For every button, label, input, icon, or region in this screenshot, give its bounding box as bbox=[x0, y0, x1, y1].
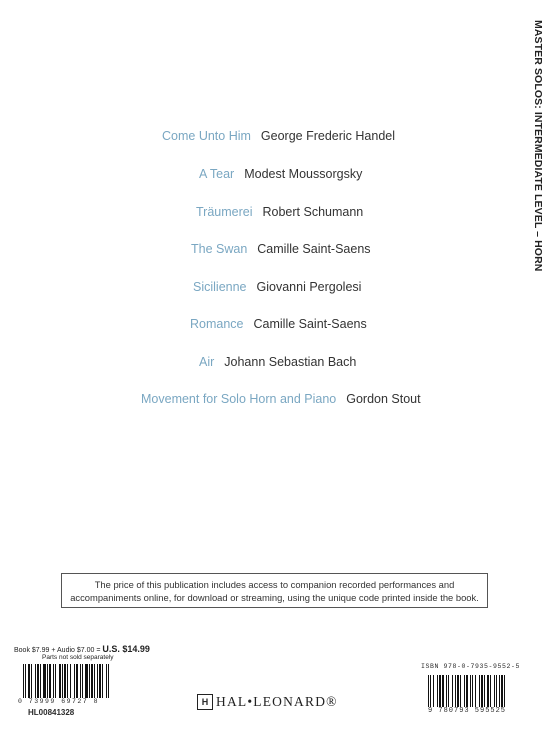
piece-title: Come Unto Him bbox=[162, 129, 251, 143]
piece-title: Romance bbox=[190, 317, 244, 331]
publisher-logo bbox=[197, 694, 338, 710]
price-breakdown: Book $7.99 + Audio $7.00 = bbox=[14, 647, 103, 654]
contents-item bbox=[193, 277, 361, 297]
contents-item bbox=[162, 126, 395, 146]
barcode-stripe bbox=[505, 675, 506, 707]
isbn-text: ISBN 978-0-7935-9552-5 bbox=[421, 663, 521, 670]
price-block bbox=[14, 644, 150, 661]
product-code: HL00841328 bbox=[28, 708, 75, 717]
composer-name: Giovanni Pergolesi bbox=[256, 280, 362, 294]
composer-name: Robert Schumann bbox=[262, 205, 364, 219]
contents-item bbox=[190, 314, 367, 334]
contents-item bbox=[191, 239, 371, 259]
piece-title: Movement for Solo Horn and Piano bbox=[141, 392, 337, 406]
upc-digits: 0 73999 69727 8 bbox=[18, 698, 100, 705]
publisher-name: HAL•LEONARD® bbox=[216, 694, 338, 709]
barcode-stripe bbox=[108, 664, 109, 698]
composer-name: George Frederic Handel bbox=[260, 129, 396, 143]
upc-barcode bbox=[23, 664, 123, 698]
isbn-digits: 9 780793 595525 bbox=[428, 707, 507, 715]
audio-access-notice: The price of this publication includes access to companion recorded performances and accompaniments online, for download or streaming, using the unique code printed inside the book. bbox=[61, 573, 488, 608]
composer-name: Gordon Stout bbox=[346, 392, 421, 406]
contents-item bbox=[199, 352, 356, 372]
piece-title: Air bbox=[199, 355, 215, 369]
composer-name: Modest Moussorgsky bbox=[244, 167, 363, 181]
hal-leonard-logo-icon: H bbox=[197, 694, 213, 710]
piece-title: Träumerei bbox=[196, 205, 253, 219]
spine-title: MASTER SOLOS: INTERMEDIATE LEVEL – HORN bbox=[532, 20, 544, 272]
contents-item bbox=[199, 164, 362, 184]
piece-title: A Tear bbox=[199, 167, 235, 181]
composer-name: Johann Sebastian Bach bbox=[224, 355, 357, 369]
piece-title: The Swan bbox=[191, 242, 248, 256]
piece-title: Sicilienne bbox=[193, 280, 247, 294]
contents-item bbox=[141, 389, 421, 409]
composer-name: Camille Saint-Saens bbox=[257, 242, 371, 256]
composer-name: Camille Saint-Saens bbox=[253, 317, 367, 331]
parts-note: Parts not sold separately bbox=[42, 654, 114, 661]
contents-item bbox=[196, 202, 363, 222]
isbn-barcode bbox=[428, 675, 525, 707]
price-total: U.S. $14.99 bbox=[102, 644, 150, 654]
